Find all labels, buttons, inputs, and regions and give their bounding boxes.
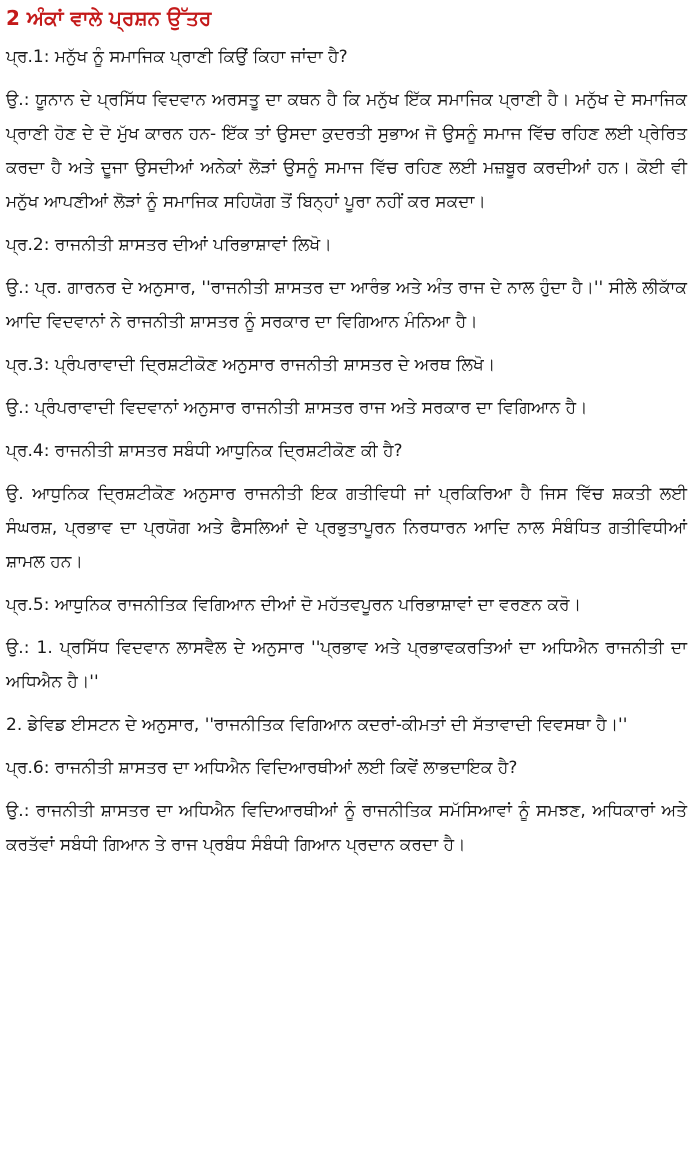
document-page <box>6 2 687 862</box>
answer-1: ਉ.: ਯੂਨਾਨ ਦੇ ਪ੍ਰਸਿੱਧ ਵਿਦਵਾਨ ਅਰਸਤੂ ਦਾ ਕਥਨ ਹੈ ਕਿ ਮਨੁੱਖ ਇੱਕ ਸਮਾਜਿਕ ਪ੍ਰਾਣੀ ਹੈ। ਮਨੁੱਖ ਦੇ ਸਮਾਜਿਕ ਪ੍ਰਾਣੀ ਹੋਣ ਦੇ ਦੋ ਮੁੱਖ ਕਾਰਨ ਹਨ- ਇੱਕ ਤਾਂ ਉਸਦਾ ਕੁਦਰਤੀ ਸੁਭਾਅ ਜੋ ਉਸਨੂੰ ਸਮਾਜ ਵਿੱਚ ਰਹਿਣ ਲਈ ਪ੍ਰੇਰਿਤ ਕਰਦਾ ਹੈ ਅਤੇ ਦੂਜਾ ਉਸਦੀਆਂ ਅਨੇਕਾਂ ਲੋੜਾਂ ਉਸਨੂੰ ਸਮਾਜ ਵਿੱਚ ਰਹਿਣ ਲਈ ਮਜ਼ਬੂਰ ਕਰਦੀਆਂ ਹਨ। ਕੋਈ ਵੀ ਮਨੁੱਖ ਆਪਣੀਆਂ ਲੋੜਾਂ ਨੂੰ ਸਮਾਜਿਕ ਸਹਿਯੋਗ ਤੋਂ ਬਿਨ੍ਹਾਂ ਪੂਰਾ ਨਹੀਂ ਕਰ ਸਕਦਾ। <box>6 90 687 212</box>
question-2: ਪ੍ਰ.2: ਰਾਜਨੀਤੀ ਸ਼ਾਸਤਰ ਦੀਆਂ ਪਰਿਭਾਸ਼ਾਵਾਂ ਲਿਖੋ। <box>6 235 332 255</box>
answer-4: ਉ. ਆਧੁਨਿਕ ਦ੍ਰਿਸ਼ਟੀਕੋਣ ਅਨੁਸਾਰ ਰਾਜਨੀਤੀ ਇਕ ਗਤੀਵਿਧੀ ਜਾਂ ਪ੍ਰਕਿਰਿਆ ਹੈ ਜਿਸ ਵਿੱਚ ਸ਼ਕਤੀ ਲਈ ਸੰਘਰਸ਼, ਪ੍ਰਭਾਵ ਦਾ ਪ੍ਰਯੋਗ ਅਤੇ ਫੈਸਲਿਆਂ ਦੇ ਪ੍ਰਭੁਤਾਪੂਰਨ ਨਿਰਧਾਰਨ ਆਦਿ ਨਾਲ ਸੰਬੰਧਿਤ ਗਤੀਵਿਧੀਆਂ ਸ਼ਾਮਲ ਹਨ। <box>6 484 687 572</box>
answer-6: ਉ.: ਰਾਜਨੀਤੀ ਸ਼ਾਸਤਰ ਦਾ ਅਧਿਐਨ ਵਿਦਿਆਰਥੀਆਂ ਨੂੰ ਰਾਜਨੀਤਿਕ ਸਮੱਸਿਆਵਾਂ ਨੂੰ ਸਮਝਣ, ਅਧਿਕਾਰਾਂ ਅਤੇ ਕਰਤੱਵਾਂ ਸਬੰਧੀ ਗਿਆਨ ਤੇ ਰਾਜ ਪ੍ਰਬੰਧ ਸੰਬੰਧੀ ਗਿਆਨ ਪ੍ਰਦਾਨ ਕਰਦਾ ਹੈ। <box>6 801 687 855</box>
answer-2: ਉ.: ਪ੍ਰ. ਗਾਰਨਰ ਦੇ ਅਨੁਸਾਰ, ''ਰਾਜਨੀਤੀ ਸ਼ਾਸਤਰ ਦਾ ਆਰੰਭ ਅਤੇ ਅੰਤ ਰਾਜ ਦੇ ਨਾਲ ਹੁੰਦਾ ਹੈ।'' ਸੀਲੇ ਲੀਕਾੱਕ ਆਦਿ ਵਿਦਵਾਨਾਂ ਨੇ ਰਾਜਨੀਤੀ ਸ਼ਾਸਤਰ ਨੂੰ ਸਰਕਾਰ ਦਾ ਵਿਗਿਆਨ ਮੰਨਿਆ ਹੈ। <box>6 278 687 332</box>
answer-5-part-1: ਉ.: 1. ਪ੍ਰਸਿੱਧ ਵਿਦਵਾਨ ਲਾਸਵੈਲ ਦੇ ਅਨੁਸਾਰ ''ਪ੍ਰਭਾਵ ਅਤੇ ਪ੍ਰਭਾਵਕਰਤਿਆਂ ਦਾ ਅਧਿਐਨ ਰਾਜਨੀਤੀ ਦਾ ਅਧਿਐਨ ਹੈ।'' <box>6 638 687 692</box>
section-heading: 2 ਅੰਕਾਂ ਵਾਲੇ ਪ੍ਰਸ਼ਨ ਉੱਤਰ <box>6 6 212 30</box>
question-1: ਪ੍ਰ.1: ਮਨੁੱਖ ਨੂੰ ਸਮਾਜਿਕ ਪ੍ਰਾਣੀ ਕਿਉਂ ਕਿਹਾ ਜਾਂਦਾ ਹੈ? <box>6 47 348 67</box>
question-4: ਪ੍ਰ.4: ਰਾਜਨੀਤੀ ਸ਼ਾਸਤਰ ਸਬੰਧੀ ਆਧੁਨਿਕ ਦ੍ਰਿਸ਼ਟੀਕੋਣ ਕੀ ਹੈ? <box>6 441 403 461</box>
question-6: ਪ੍ਰ.6: ਰਾਜਨੀਤੀ ਸ਼ਾਸਤਰ ਦਾ ਅਧਿਐਨ ਵਿਦਿਆਰਥੀਆਂ ਲਈ ਕਿਵੇਂ ਲਾਭਦਾਇਕ ਹੈ? <box>6 758 518 778</box>
answer-5-part-2: 2. ਡੇਵਿਡ ਈਸਟਨ ਦੇ ਅਨੁਸਾਰ, ''ਰਾਜਨੀਤਿਕ ਵਿਗਿਆਨ ਕਦਰਾਂ-ਕੀਮਤਾਂ ਦੀ ਸੱਤਾਵਾਦੀ ਵਿਵਸਥਾ ਹੈ।'' <box>6 715 628 735</box>
question-5: ਪ੍ਰ.5: ਆਧੁਨਿਕ ਰਾਜਨੀਤਿਕ ਵਿਗਿਆਨ ਦੀਆਂ ਦੋ ਮਹੱਤਵਪੂਰਨ ਪਰਿਭਾਸ਼ਾਵਾਂ ਦਾ ਵਰਣਨ ਕਰੋ। <box>6 595 582 615</box>
answer-3: ਉ.: ਪ੍ਰੰਪਰਾਵਾਦੀ ਵਿਦਵਾਨਾਂ ਅਨੁਸਾਰ ਰਾਜਨੀਤੀ ਸ਼ਾਸਤਰ ਰਾਜ ਅਤੇ ਸਰਕਾਰ ਦਾ ਵਿਗਿਆਨ ਹੈ। <box>6 398 588 418</box>
question-3: ਪ੍ਰ.3: ਪ੍ਰੰਪਰਾਵਾਦੀ ਦ੍ਰਿਸ਼ਟੀਕੋਣ ਅਨੁਸਾਰ ਰਾਜਨੀਤੀ ਸ਼ਾਸਤਰ ਦੇ ਅਰਥ ਲਿਖੋ। <box>6 355 496 375</box>
